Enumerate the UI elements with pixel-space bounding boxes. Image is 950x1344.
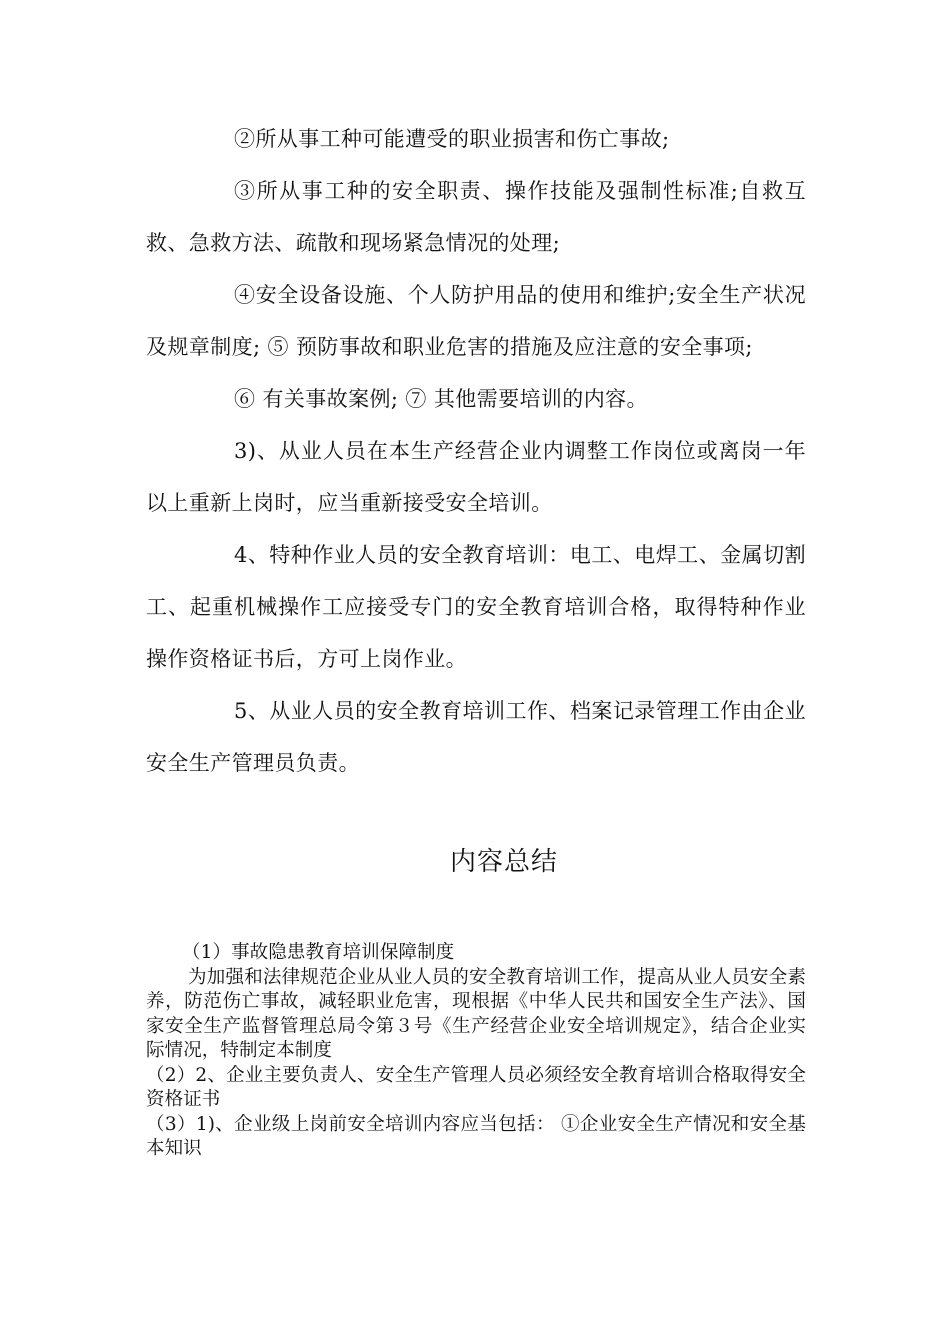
document-body (146, 113, 806, 789)
summary-title: 内容总结 (449, 847, 558, 877)
paragraph-protective-equipment: ④安全设备设施、个人防护用品的使用和维护;安全生产状况及规章制度; ⑤ 预防事故和职业危害的措施及应注意的安全事项; (146, 283, 806, 359)
paragraph-job-change-retraining: 3)、从业人员在本生产经营企业内调整工作岗位或离岗一年以上重新上岗时，应当重新接受安全培训。 (146, 439, 806, 515)
paragraph-special-operations: 4、特种作业人员的安全教育培训：电工、电焊工、金属切割工、起重机械操作工应接受专门的安全教育培训合格，取得特种作业操作资格证书后，方可上岗作业。 (146, 543, 806, 671)
paragraph-occupational-hazards: ②所从事工种可能遭受的职业损害和伤亡事故; (234, 127, 670, 151)
summary-item-3: （3）1)、企业级上岗前安全培训内容应当包括： ①企业安全生产情况和安全基本知识 (146, 1113, 806, 1159)
summary-heading: （1）事故隐患教育培训保障制度 (182, 942, 455, 963)
paragraph-safety-duties: ③所从事工种的安全职责、操作技能及强制性标准;自救互救、急救方法、疏散和现场紧急情况的处理; (146, 179, 806, 255)
summary-item-2: （2）2、企业主要负责人、安全生产管理人员必须经安全教育培训合格取得安全资格证书 (146, 1064, 806, 1110)
paragraph-training-records: 5、从业人员的安全教育培训工作、档案记录管理工作由企业安全生产管理员负责。 (146, 699, 806, 775)
summary-intro: 为加强和法律规范企业从业人员的安全教育培训工作，提高从业人员安全素养，防范伤亡事故，减轻职业危害，现根据《中华人民共和国安全生产法》、国家安全生产监督管理总局令第３号《生产经营企业安全培训规定》，结合企业实际情况，特制定本制度 (146, 966, 806, 1061)
summary-section (146, 941, 806, 1162)
paragraph-accident-cases: ⑥ 有关事故案例; ⑦ 其他需要培训的内容。 (234, 387, 648, 411)
